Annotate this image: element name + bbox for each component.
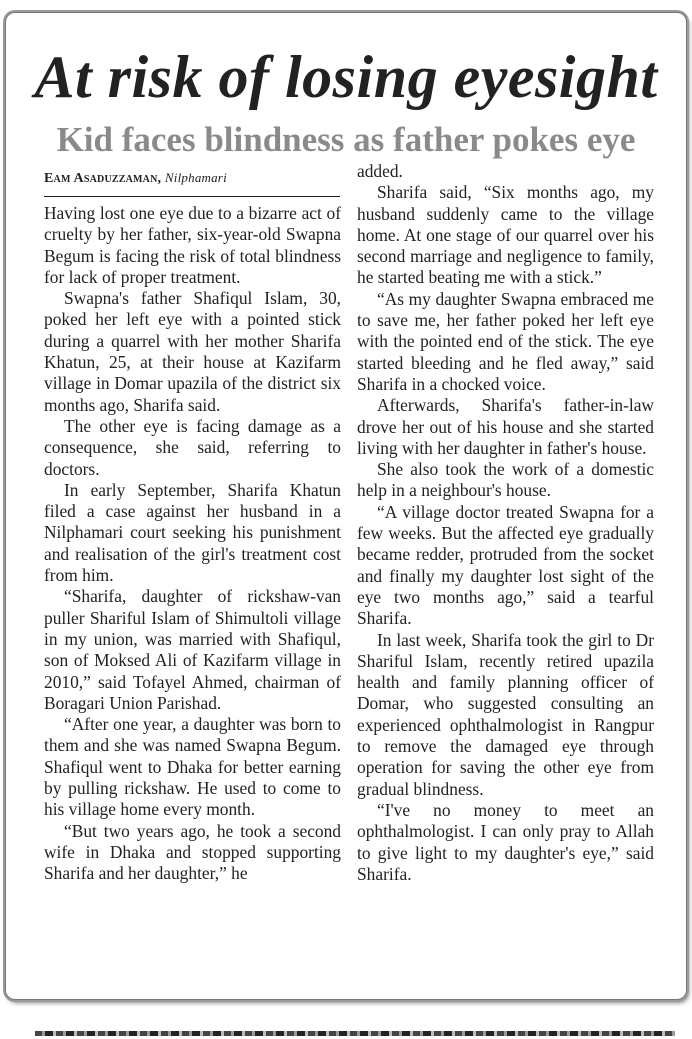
left-column <box>44 203 341 973</box>
next-clipping-edge <box>35 1031 675 1036</box>
paragraph: Sharifa said, “Six months ago, my husband suddenly came to the village home. At one stage of our quarrel over his second marriage and negligence to family, he started beating me with a stick.” <box>357 182 654 288</box>
byline-author: Eam Asaduzzaman, <box>44 171 162 186</box>
paragraph: “As my daughter Swapna embraced me to save me, her father poked her left eye with the pointed end of the stick. The eye started bleeding and he fled away,” said Sharifa in a chocked voice. <box>357 288 654 394</box>
paragraph: Afterwards, Sharifa's father-in-law drove her out of his house and she started living with her daughter in father's house. <box>357 395 654 458</box>
paragraph: The other eye is facing damage as a consequence, she said, referring to doctors. <box>44 415 341 479</box>
right-column <box>357 161 654 973</box>
paragraph: added. <box>357 161 403 181</box>
byline-rule <box>44 196 340 197</box>
paragraph: “But two years ago, he took a second wife in Dhaka and stopped supporting Sharifa and her daughter,” he <box>44 820 341 884</box>
paragraph: “A village doctor treated Swapna for a few weeks. But the affected eye gradually became redder, protruded from the socket and finally my daughter lost sight of the eye two months ago,” said a tearful Sharifa. <box>357 501 654 629</box>
paragraph: In last week, Sharifa took the girl to Dr Shariful Islam, recently retired upazila health and family planning officer of Domar, who suggested consulting an experienced ophthalmologist in Rangpur to remove the damaged eye through operation for saving the other eye from gradual blindness. <box>357 629 654 799</box>
paragraph: Having lost one eye due to a bizarre act of cruelty by her father, six-year-old Swapna Begum is facing the risk of total blindness for lack of proper treatment. <box>44 203 341 287</box>
byline <box>44 170 227 187</box>
paragraph: “After one year, a daughter was born to them and she was named Swapna Begum. Shafiqul went to Dhaka for better earning by pulling rickshaw. He used to come to his village home every month. <box>44 714 341 820</box>
byline-location: Nilphamari <box>164 170 227 185</box>
subheadline: Kid faces blindness as father pokes eye <box>56 120 636 159</box>
paragraph: “I've no money to meet an ophthalmologist. I can only pray to Allah to give light to my daughter's eye,” said Sharifa. <box>357 799 654 884</box>
paragraph: In early September, Sharifa Khatun filed a case against her husband in a Nilphamari court seeking his punishment and realisation of the girl's treatment cost from him. <box>44 479 341 586</box>
paragraph: “Sharifa, daughter of rickshaw-van puller Shariful Islam of Shimultoli village in my union, was married with Shafiqul, son of Moksed Ali of Kazifarm village in 2010,” said Tofayel Ahmed, chairman of Boragari Union Parishad. <box>44 586 341 713</box>
paragraph: Swapna's father Shafiqul Islam, 30, poked her left eye with a pointed stick during a quarrel with her mother Sharifa Khatun, 25, at their house at Kazifarm village in Domar upazila of the district six months ago, Sharifa said. <box>44 288 341 415</box>
headline: At risk of losing eyesight <box>34 44 658 110</box>
paragraph: She also took the work of a domestic help in a neighbour's house. <box>357 459 654 501</box>
